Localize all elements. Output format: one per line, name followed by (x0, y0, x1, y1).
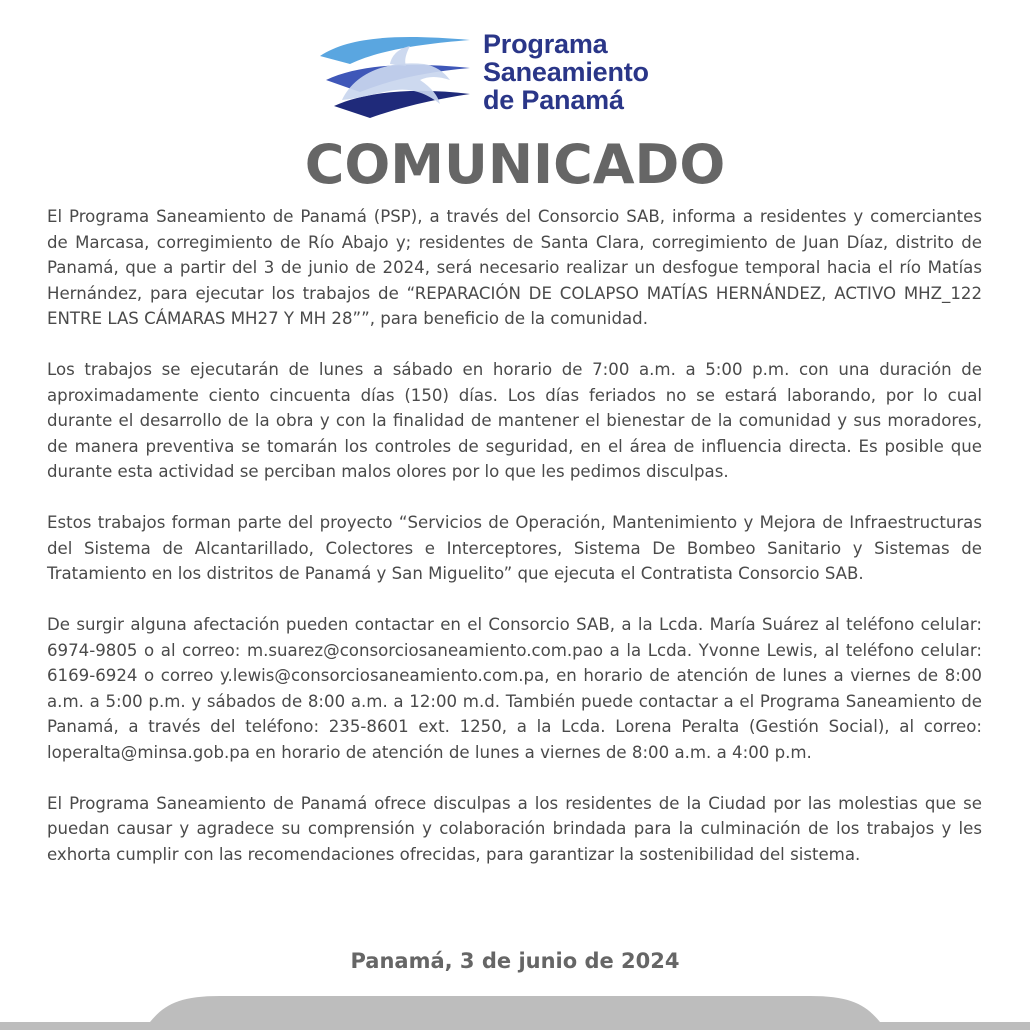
brand-line-1: Programa (483, 29, 608, 59)
footer-band (0, 994, 1030, 1030)
paragraph-project: Estos trabajos forman parte del proyecto “Servicios de Operación, Mantenimiento y Mejora de Infraestructuras del Sistema de Alcantarillado, Colectores e Interceptores, Sistema De Bombeo Sanitario y Sistemas de Tratamiento en los distritos de Panamá y San Miguelito” que ejecuta el Contratista Consorcio SAB. (47, 513, 982, 583)
paragraph-intro: El Programa Saneamiento de Panamá (PSP), a través del Consorcio SAB, informa a residentes y comerciantes de Marcasa, corregimiento de Río Abajo y; residentes de Santa Clara, corregimiento de Juan Díaz, distrito de Panamá, que a partir del 3 de junio de 2024, será necesario realizar un desfogue temporal hacia el río Matías Hernández, para ejecutar los trabajos de “REPARACIÓN DE COLAPSO MATÍAS HERNÁNDEZ, ACTIVO MHZ_122 ENTRE LAS CÁMARAS MH27 Y MH 28””, para beneficio de la comunidad. (47, 207, 982, 328)
brand-line-2: Saneamiento (483, 57, 649, 87)
paragraph-contacts: De surgir alguna afectación pueden contactar en el Consorcio SAB, a la Lcda. María Suárez al teléfono celular: 6974-9805 o al correo: m.suarez@consorciosaneamiento.com.pao a la Lcda. Yvonne Lewis, al teléfono celular: 6169-6924 o correo y.lewis@consorciosaneamiento.com.pa, en horario de atención de lunes a viernes de 8:00 a.m. a 5:00 p.m. y sábados de 8:00 a.m. a 12:00 m.d. También puede contactar a el Programa Saneamiento de Panamá, a través del teléfono: 235-8601 ext. 1250, a la Lcda. Lorena Peralta (Gestión Social), al correo: loperalta@minsa.gob.pa en horario de atención de lunes a viernes de 8:00 a.m. a 4:00 p.m. (47, 615, 982, 762)
announcement-body (47, 204, 982, 867)
psp-logo (320, 24, 700, 124)
dolphin-waves-icon (320, 30, 470, 120)
brand-line-3: de Panamá (483, 85, 624, 115)
brand-name (483, 30, 649, 114)
page-title: COMUNICADO (304, 133, 726, 196)
paragraph-closing: El Programa Saneamiento de Panamá ofrece disculpas a los residentes de la Ciudad por las molestias que se puedan causar y agradece su comprensión y colaboración brindada para la culminación de los trabajos y les exhorta cumplir con las recomendaciones ofrecidas, para garantizar la sostenibilidad del sistema. (47, 793, 982, 864)
date-line: Panamá, 3 de junio de 2024 (350, 949, 680, 973)
paragraph-schedule: Los trabajos se ejecutarán de lunes a sábado en horario de 7:00 a.m. a 5:00 p.m. con una duración de aproximadamente ciento cincuenta días (150) días. Los días feriados no se estará laborando, por lo cual durante el desarrollo de la obra y con la finalidad de mantener el bienestar de la comunidad y sus moradores, de manera preventiva se tomarán los controles de seguridad, en el área de influencia directa. Es posible que durante esta actividad se perciban malos olores por lo que les pedimos disculpas. (47, 360, 982, 481)
